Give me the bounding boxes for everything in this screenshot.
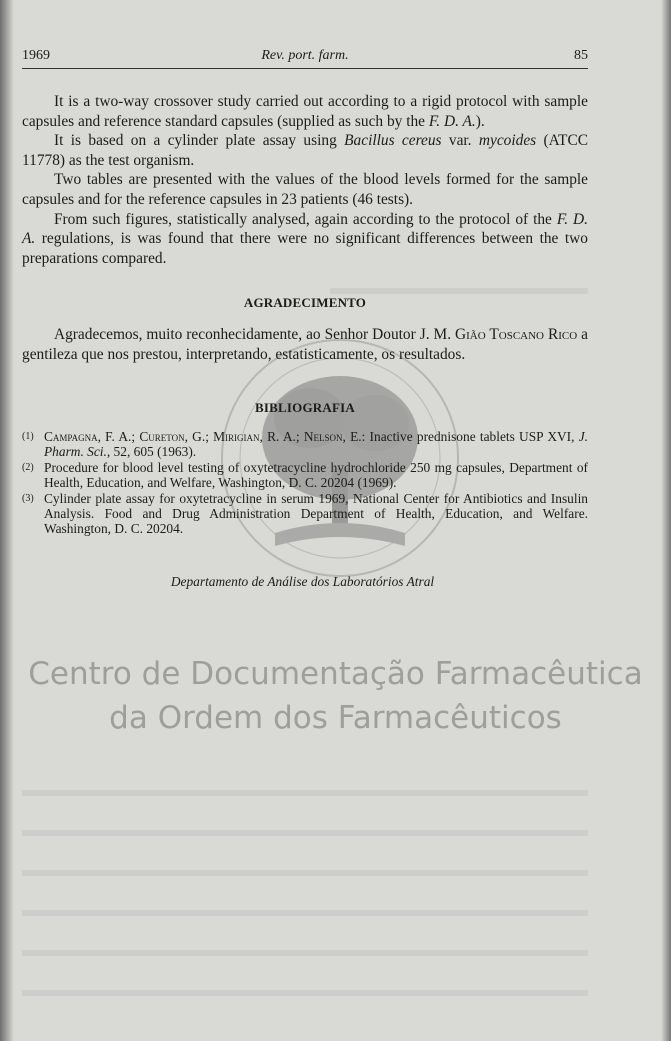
reference-title: Inactive prednisone tablets USP XVI, <box>365 429 579 444</box>
acknowledgement-heading: AGRADECIMENTO <box>243 295 367 310</box>
reference-item <box>22 429 588 459</box>
paragraph <box>22 210 588 269</box>
acknowledgement-text <box>22 325 588 364</box>
text-run: var. <box>441 132 479 150</box>
reference-item <box>22 491 588 536</box>
header-journal: Rev. port. farm. <box>261 48 349 63</box>
running-header <box>22 48 588 68</box>
paragraph <box>22 325 588 364</box>
organism-name: Bacillus cereus <box>344 132 442 150</box>
bleed-through-line <box>22 990 588 996</box>
paragraph: Two tables are presented with the values of the blood levels formed for the sample capsules and for the reference capsules in 23 patients (46 tests). <box>22 171 588 208</box>
paragraph <box>22 92 588 131</box>
text-run: (ATCC 11778) as the test organism. <box>22 132 588 169</box>
reference-text: Procedure for blood level testing of oxytetracycline hydrochloride 250 mg capsules, Department of Health, Education, and Welfare, Washington, D. C. 20204 (1969). <box>44 460 588 490</box>
reference-authors: Campagna, F. A.; Cureton, G.; Mirigian, R. A.; Nelson, E.: <box>44 429 366 444</box>
text-run: It is based on a cylinder plate assay using <box>54 132 345 150</box>
bleed-through-line <box>330 288 588 294</box>
reference-text: Cylinder plate assay for oxytetracycline in serum 1969, National Center for Antibiotics and Insulin Analysis. Food and Drug Administration Department of Health, Education, and Welfare. Washington, D. C. 20204. <box>44 491 588 536</box>
text-run: a gentileza que nos prestou, interpretando, estatisticamente, os resultados. <box>22 326 588 363</box>
text-run: regulations, is was found that there were no significant differences between the two preparations compared. <box>22 230 588 267</box>
text-run: It is a two-way crossover study carried out according to a rigid protocol with sample capsules and reference standard capsules (supplied as such by the <box>22 93 588 130</box>
abbreviation-fda: F. D. A. <box>428 112 476 130</box>
watermark-line-2: da Ordem dos Farmacêuticos <box>109 700 562 736</box>
bibliography-heading: BIBLIOGRAFIA <box>255 400 355 415</box>
organism-variety: mycoides <box>478 132 537 150</box>
reference-number: (3) <box>22 493 34 504</box>
page-edge-shadow-right <box>661 0 671 1041</box>
bleed-through-line <box>22 910 588 916</box>
department-signature: Departamento de Análise dos Laboratórios Atral <box>170 574 435 589</box>
person-name: Gião Toscano Rico <box>455 326 578 343</box>
reference-item <box>22 460 588 490</box>
bleed-through-line <box>22 790 588 796</box>
text-run: Agradecemos, muito reconhecidamente, ao Senhor Doutor J. M. <box>54 326 456 343</box>
reference-number: (1) <box>22 431 34 442</box>
bleed-through-line <box>22 950 588 956</box>
header-year: 1969 <box>22 48 50 63</box>
abbreviation-fda: F. D. A. <box>22 210 588 248</box>
paragraph <box>22 131 588 170</box>
header-rule <box>22 68 588 69</box>
reference-journal: J. Pharm. Sci. <box>44 429 588 459</box>
reference-list <box>22 429 588 537</box>
bleed-through-line <box>22 870 588 876</box>
reference-citation: , 52, 605 (1963). <box>106 444 197 459</box>
page-edge-shadow-left <box>0 0 14 1041</box>
reference-number: (2) <box>22 462 34 473</box>
bleed-through-line <box>22 830 588 836</box>
text-run: ). <box>475 112 485 130</box>
article-body <box>22 92 588 268</box>
watermark-line-1: Centro de Documentação Farmacêutica <box>28 656 643 692</box>
header-page-number: 85 <box>574 48 588 63</box>
text-run: From such figures, statistically analysed, again according to the protocol of the <box>54 210 557 228</box>
